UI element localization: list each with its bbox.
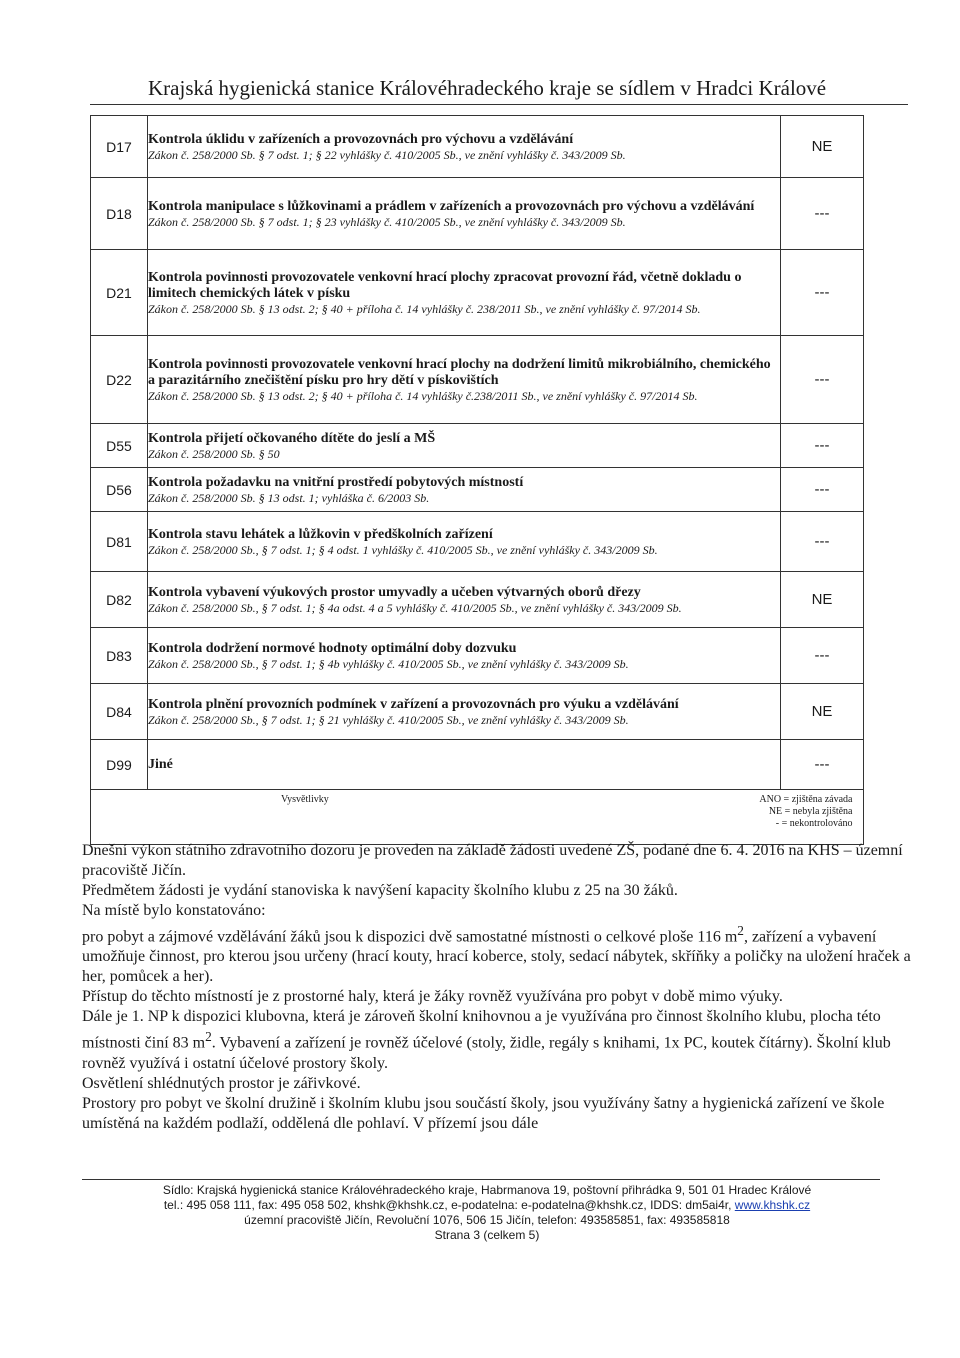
paragraph-subject: Předmětem žádosti je vydání stanoviska k navýšení kapacity školního klubu z 25 na 30 žáků. — [82, 882, 678, 899]
legend-values — [753, 792, 858, 832]
table-row — [91, 336, 864, 424]
footer-address: Sídlo: Krajská hygienická stanice Královéhradeckého kraje, Habrmanova 19, poštovní přihrádka 9, 501 01 Hradec Králové — [162, 1183, 812, 1197]
row-code: D99 — [91, 740, 148, 790]
legend-dash: - = nekontrolováno — [775, 818, 853, 829]
row-code: D82 — [91, 572, 148, 628]
legend-row — [91, 790, 864, 845]
table-row — [91, 250, 864, 336]
row-result: NE — [781, 684, 864, 740]
row-law-reference: Zákon č. 258/2000 Sb., § 7 odst. 1; § 21 vyhlášky č. 410/2005 Sb., ve znění vyhlášky č. 343/2009 Sb. — [148, 712, 629, 727]
legend-ne: NE = nebyla zjištěna — [768, 806, 853, 817]
row-title: Kontrola dodržení normové hodnoty optimální doby dozvuku — [148, 640, 517, 656]
row-law-reference: Zákon č. 258/2000 Sb. § 7 odst. 1; § 23 vyhlášky č. 410/2005 Sb., ve znění vyhlášky č. 343/2009 Sb. — [148, 214, 626, 229]
row-code: D56 — [91, 468, 148, 512]
row-description — [148, 336, 781, 424]
row-description — [148, 178, 781, 250]
legend-cell — [91, 790, 853, 845]
table-row — [91, 628, 864, 684]
row-description — [148, 512, 781, 572]
row-result: --- — [781, 512, 864, 572]
row-result: --- — [781, 628, 864, 684]
website-link[interactable]: www.khshk.cz — [734, 1198, 811, 1212]
row-description — [148, 684, 781, 740]
row-title: Jiné — [148, 756, 173, 772]
row-result: --- — [781, 336, 864, 424]
row-description — [148, 628, 781, 684]
paragraph-facilities: Prostory pro pobyt ve školní družině i školním klubu jsou součástí školy, jsou využívány šatny a hygienická zařízení ve škole umístěná na každém podlaží, oddělená dle pohlaví. V přízemí jsou dále — [82, 1094, 885, 1132]
row-law-reference: Zákon č. 258/2000 Sb. § 13 odst. 2; § 40 + příloha č. 14 vyhlášky č. 238/2011 Sb., ve znění vyhlášky č. 97/2014 Sb. — [148, 301, 701, 316]
row-description — [148, 572, 781, 628]
table-row — [91, 572, 864, 628]
page-number: Strana 3 (celkem 5) — [434, 1228, 540, 1242]
row-result: NE — [781, 116, 864, 178]
footer-branch: územní pracoviště Jičín, Revoluční 1076, 506 15 Jičín, telefon: 493585851, fax: 493585818 — [244, 1213, 730, 1227]
row-code: D81 — [91, 512, 148, 572]
footer-divider — [82, 1179, 880, 1180]
paragraph-lighting: Osvětlení shlédnutých prostor je zářivkové. — [82, 1074, 361, 1092]
paragraph-clubroom: Dále je 1. NP k dispozici klubovna, která je zároveň školní knihovnou a je využívána pro činnost školního klubu, plocha této místnosti činí 83 $m^2$. Vybavení a zařízení je rovněž účelové (stoly, židle, regály s knihami, 1x PC, koutek čítárny). Školní klub rovněž využívá i ostatní účelové prostory školy. — [82, 1008, 891, 1072]
inspection-table — [90, 115, 864, 845]
row-title: Kontrola povinnosti provozovatele venkovní hrací plochy na dodržení limitů mikrobiálního, chemického a parazitárního znečištění písku pro hry dětí v pískovištích — [148, 356, 771, 388]
row-law-reference: Zákon č. 258/2000 Sb. § 13 odst. 2; § 40 + příloha č. 14 vyhlášky č.238/2011 Sb., ve znění vyhlášky č. 97/2014 Sb. — [148, 388, 698, 403]
row-result: NE — [781, 572, 864, 628]
row-code: D55 — [91, 424, 148, 468]
row-title: Kontrola požadavku na vnitřní prostředí pobytových místností — [148, 474, 524, 490]
footer-contacts — [82, 1198, 892, 1213]
row-code: D18 — [91, 178, 148, 250]
row-title: Kontrola plnění provozních podmínek v zařízení a provozovnách pro výuku a vzdělávání — [148, 696, 679, 712]
row-description — [148, 740, 781, 790]
row-title: Kontrola manipulace s lůžkovinami a prádlem v zařízeních a provozovnách pro výchovu a vzdělávání — [148, 198, 755, 214]
row-code: D84 — [91, 684, 148, 740]
row-law-reference: Zákon č. 258/2000 Sb. § 7 odst. 1; § 22 vyhlášky č. 410/2005 Sb., ve znění vyhlášky č. 343/2009 Sb. — [148, 147, 626, 162]
page-header: Krajská hygienická stanice Královéhradeckého kraje se sídlem v Hradci Králové — [148, 76, 827, 100]
row-code: D22 — [91, 336, 148, 424]
row-result: --- — [781, 468, 864, 512]
table-row — [91, 740, 864, 790]
row-description — [148, 250, 781, 336]
table-row — [91, 178, 864, 250]
row-code: D21 — [91, 250, 148, 336]
table-row — [91, 684, 864, 740]
table-row — [91, 468, 864, 512]
row-result: --- — [781, 178, 864, 250]
row-law-reference: Zákon č. 258/2000 Sb., § 7 odst. 1; § 4 odst. 1 vyhlášky č. 410/2005 Sb., ve znění vyhlášky č. 343/2009 Sb. — [148, 542, 658, 557]
row-title: Kontrola povinnosti provozovatele venkovní hrací plochy zpracovat provozní řád, včetně dokladu o limitech chemických látek v písku — [148, 269, 742, 301]
page-footer — [82, 1183, 892, 1243]
legend-label: Vysvětlivky — [281, 794, 329, 805]
row-result: --- — [781, 424, 864, 468]
row-title: Kontrola úklidu v zařízeních a provozovnách pro výchovu a vzdělávání — [148, 131, 574, 147]
row-result: --- — [781, 740, 864, 790]
row-code: D83 — [91, 628, 148, 684]
legend-ano: ANO = zjištěna závada — [759, 794, 853, 805]
row-law-reference: Zákon č. 258/2000 Sb. § 13 odst. 1; vyhláška č. 6/2003 Sb. — [148, 490, 430, 505]
row-law-reference: Zákon č. 258/2000 Sb., § 7 odst. 1; § 4a odst. 4 a 5 vyhlášky č. 410/2005 Sb., ve znění vyhlášky č. 343/2009 Sb. — [148, 600, 682, 615]
row-result: --- — [781, 250, 864, 336]
row-title: Kontrola stavu lehátek a lůžkovin v předškolních zařízení — [148, 526, 493, 542]
header-divider — [90, 104, 908, 105]
row-description — [148, 424, 781, 468]
row-description — [148, 116, 781, 178]
row-title: Kontrola vybavení výukových prostor umyvadly a učeben výtvarných oborů dřezy — [148, 584, 641, 600]
row-description — [148, 468, 781, 512]
table-row — [91, 512, 864, 572]
table-row — [91, 424, 864, 468]
row-law-reference: Zákon č. 258/2000 Sb. § 50 — [148, 446, 280, 461]
paragraph-access: Přístup do těchto místností je z prostorné haly, která je žáky rovněž využívána pro pobyt v době mimo výuky. — [82, 988, 783, 1006]
row-code: D17 — [91, 116, 148, 178]
table-row — [91, 116, 864, 178]
paragraph-findings-intro: Na místě bylo konstatováno: — [82, 902, 266, 919]
body-text — [82, 841, 912, 1134]
row-title: Kontrola přijetí očkovaného dítěte do jeslí a MŠ — [148, 430, 436, 446]
paragraph-rooms: pro pobyt a zájmové vzdělávání žáků jsou k dispozici dvě samostatné místnosti o celkové ploše 116 $m^2$, zařízení a vybavení umožňuje činnost, pro kterou jsou určeny (hrací kouty, hrací koberce, stoly, sedací nábytek, skříňky a poličky na uložení hraček a her, pomůcek a her). — [82, 923, 911, 986]
paragraph-request: Dnešní výkon státního zdravotního dozoru je proveden na základě žádosti uvedené ZŠ, podané dne 6. 4. 2016 na KHS – územní pracoviště Jičín. — [82, 842, 903, 879]
row-law-reference: Zákon č. 258/2000 Sb., § 7 odst. 1; § 4b vyhlášky č. 410/2005 Sb., ve znění vyhlášky č. 343/2009 Sb. — [148, 656, 629, 671]
footer-contacts-text: tel.: 495 058 111, fax: 495 058 502, khshk@khshk.cz, e-podatelna: e-podatelna@khshk.cz, IDDS: dm5ai4r, — [163, 1198, 732, 1212]
